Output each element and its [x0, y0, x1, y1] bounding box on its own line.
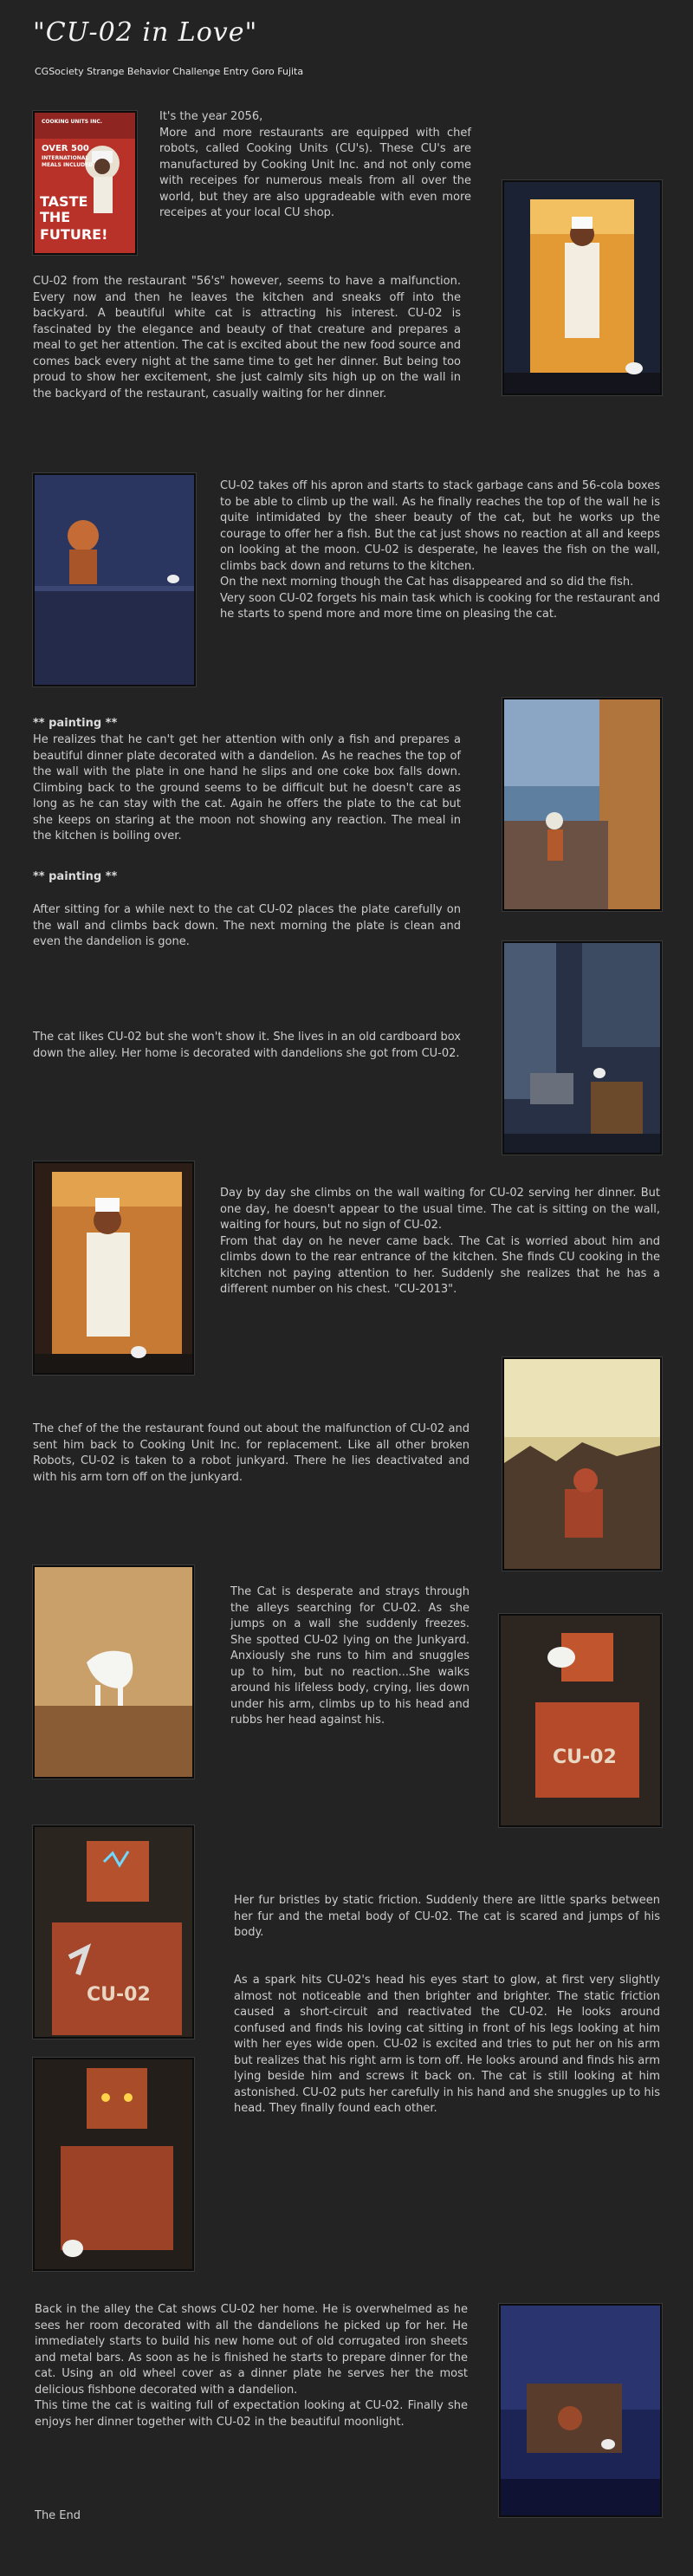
junkyard-image — [502, 1357, 662, 1571]
intro-text: It's the year 2056, More and more restaurants are equipped with chef robots, called Cooking Units (CU's). These CU's are manufactured by Cooking Unit Inc. and not only come with receipes for numerous meals from all over the world, but they are also upgradeable with even more receipes at your local CU shop. — [159, 110, 471, 219]
spark-text: As a spark hits CU-02's head his eyes start to glow, at first very slightly almost not noticeable and then brighter and brighter. The static friction caused a short-circuit and reactivated the CU-02. He looks around confused and finds his loving cat sitting in front of his legs looking at him with her eyes wide open. CU-02 is excited and tries to put her on his arm but realizes that his right arm is torn off. He looks around and finds his arm lying beside him and screws it back on. The cat is still looking at him astonished. CU-02 puts her carefully in his hand and she snuggles up to his head. They finally found each other. — [234, 1974, 660, 2115]
robot-chest-label-2: CU-02 — [87, 1984, 151, 2006]
cu2013-kitchen-image — [33, 1161, 194, 1375]
apron-text: CU-02 takes off his apron and starts to stack garbage cans and 56-cola boxes to be able to climb up the wall. As he finally reaches the top of the wall he is quite intimidated by the sheer beauty of the cat, but he works up the courage to offer her a fish. But the cat just shows no reaction at all and keeps on looking at the moon. CU-02 is desperate, he leaves the fish on the wall, climbs back down and returns to the kitchen. On the next morning though the Cat has disappeared and so did the fish. Very soon CU-02 forgets his main task which is cooking for the restaurant and he starts to spend more and more time on pleasing the cat. — [220, 479, 661, 621]
sparks-image — [33, 1825, 194, 2039]
kitchen-doorway-image — [502, 180, 662, 395]
page-title: "CU-02 in Love" — [33, 17, 258, 48]
cover-line4: MEALS INCLUDED — [42, 162, 94, 168]
painting-heading-2: ** painting ** — [33, 870, 118, 883]
page-subtitle: CGSociety Strange Behavior Challenge Entry Goro Fujita — [35, 66, 304, 77]
junkyard-text: The chef of the the restaurant found out about the malfunction of CU-02 and sent him back to Cooking Unit Inc. for replacement. Like all other broken Robots, CU-02 is taken to a robot junkyard. There he lies deactivated and with his arm torn off on the junkyard. — [33, 1422, 470, 1484]
dandelion-text: He realizes that he can't get her attention with only a fish and prepares a beautiful dinner plate decorated with a dandelion. As he reaches the top of the wall with the plate in one hand he slips and one coke box falls down. Climbing back to the ground seems to be difficult but he doesn't care as long as he can stay with the cat. Again he offers the plate to the cat but she keeps on staring at the moon not showing any reaction. The meal in the kitchen is boiling over. — [33, 733, 461, 842]
static-text: Her fur bristles by static friction. Suddenly there are little sparks between her fur and the metal body of CU-02. The cat is scared and jumps of his body. — [234, 1894, 660, 1939]
painting-heading-1: ** painting ** — [33, 717, 118, 730]
robot-chest-label: CU-02 — [553, 1747, 617, 1768]
robot-sky-image — [502, 698, 662, 911]
cover-taste2: THE — [40, 209, 71, 225]
cover-poster-image — [33, 111, 137, 255]
cat-home-text: The cat likes CU-02 but she won't show it. She lives in an old cardboard box down the alley. Her home is decorated with dandelions she got from CU-02. — [33, 1031, 461, 1060]
cat-jumping-image — [33, 1565, 194, 1779]
cat-on-robot-image — [499, 1614, 662, 1827]
plate-text: After sitting for a while next to the cat CU-02 places the plate carefully on the wall and climbs back down. The next morning the plate is clean and even the dandelion is gone. — [33, 903, 461, 948]
rooftop-cat-image — [33, 473, 196, 686]
cover-taste1: TASTE — [40, 193, 88, 210]
cat-home-alley-image — [502, 941, 662, 1155]
the-end-text: The End — [35, 2509, 81, 2522]
search-text: The Cat is desperate and strays through the alleys searching for CU-02. As she jumps on a wall she suddenly freezes. She spotted CU-02 lying on the Junkyard. Anxiously she runs to him and snuggles up to him, but no reaction...She walks around his lifeless body, crying, lies down under his arm, climbs up to his head and rubbs her head against his. — [230, 1585, 470, 1727]
cover-line1: COOKING UNITS INC. — [42, 119, 103, 125]
cover-line3: INTERNATIONAL — [42, 155, 89, 161]
cover-line2: OVER 500 — [42, 144, 89, 153]
waiting-text: Day by day she climbs on the wall waiting for CU-02 serving her dinner. But one day, he doesn't appear to the usual time. The cat is sitting on the wall, waiting for hours, but no sign of CU-02. From that day on he never came back. The Cat is worried about him and climbs down to the rear entrance of the kitchen. She finds CU cooking in the kitchen not paying attention to her. Suddenly she realizes that he has a different number on his chest. "CU-2013". — [220, 1187, 660, 1296]
moonlight-dinner-image — [499, 2304, 662, 2517]
cover-taste3: FUTURE! — [40, 226, 108, 243]
alley-text: Back in the alley the Cat shows CU-02 her home. He is overwhelmed as he sees her room decorated with all the dandelions he picked up for her. He immediately starts to build his new home out of old corrugated iron sheets and metal bars. As soon as he is finished he starts to prepare dinner for the cat. Using an old wheel cover as a dinner plate he serves her the most delicious fishbone decorated with a dandelion. This time the cat is waiting full of expectation looking at CU-02. Finally she enjoys her dinner together with CU-02 in the beautiful moonlight. — [35, 2303, 468, 2429]
malfunction-text: CU-02 from the restaurant "56's" however, seems to have a malfunction. Every now and then he leaves the kitchen and sneaks off into the backyard. A beautiful white cat is attracting his interest. CU-02 is fascinated by the elegance and beauty of that creature and prepares a meal to get her attention. The cat is excited about the new food source and comes back every night at the same time to get her dinner. But being too proud to show her excitement, she just calmly sits high up on the wall in the backyard of the restaurant, casually waiting for her dinner. — [33, 275, 461, 400]
reactivation-image — [33, 2058, 194, 2271]
